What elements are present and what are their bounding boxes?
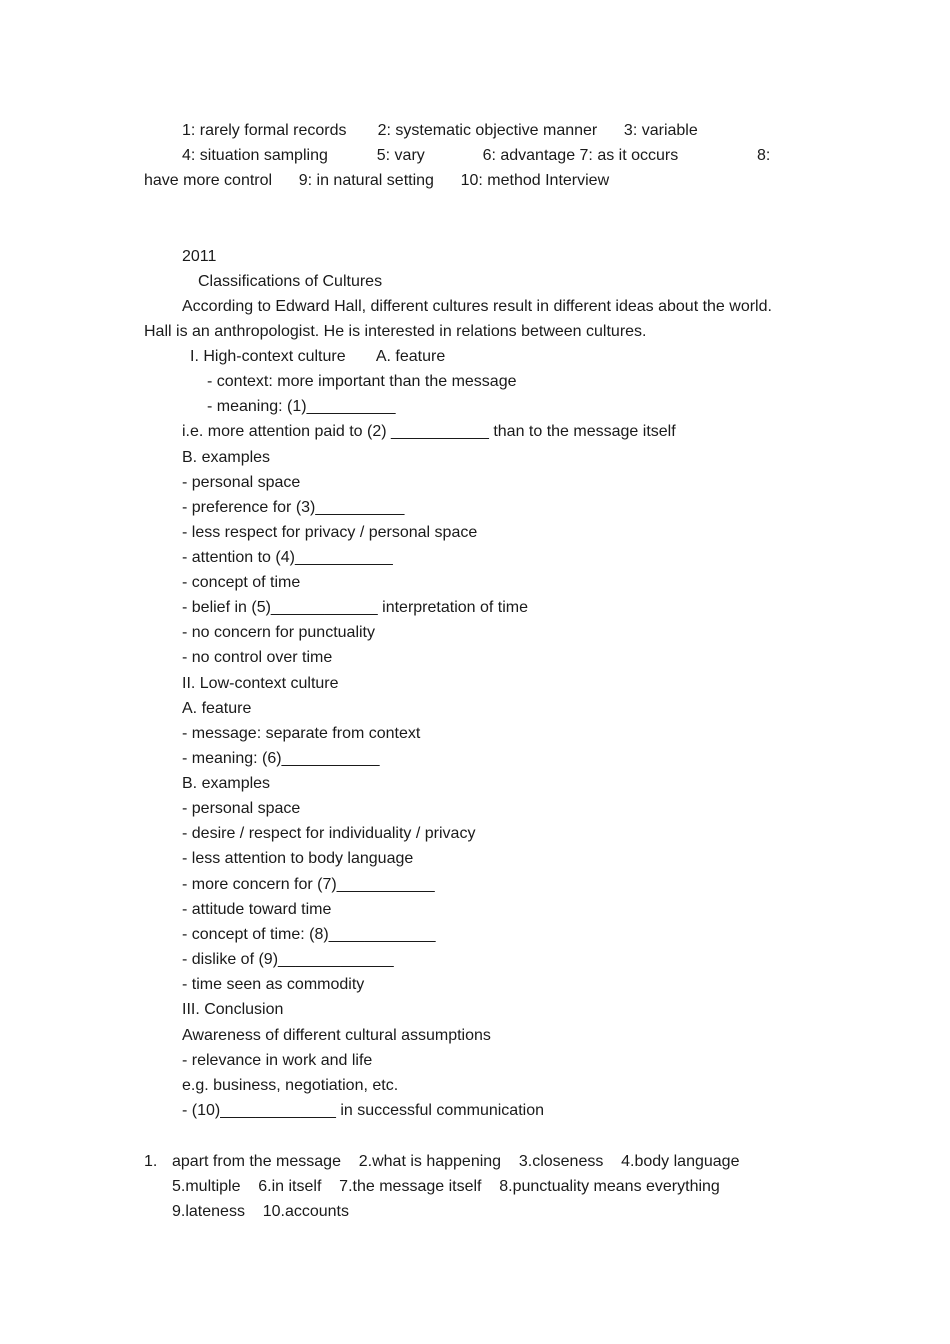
answers-bottom-line-2: 5.multiple 6.in itself 7.the message itself 8.punctuality means everything bbox=[172, 1178, 720, 1195]
answers-top-line-1: 1: rarely formal records 2: systematic objective manner 3: variable bbox=[182, 122, 698, 139]
outline-line: - attention to (4)___________ bbox=[182, 549, 393, 566]
outline-line: - relevance in work and life bbox=[182, 1052, 373, 1069]
answers-bottom-line-1: apart from the message 2.what is happening 3.closeness 4.body language bbox=[172, 1153, 740, 1170]
answers-bottom-number: 1. bbox=[144, 1153, 158, 1170]
intro-line-2: Hall is an anthropologist. He is interested in relations between cultures. bbox=[144, 323, 647, 340]
outline-line: - more concern for (7)___________ bbox=[182, 876, 435, 893]
outline-line: - preference for (3)__________ bbox=[182, 499, 405, 516]
outline-line: Awareness of different cultural assumptions bbox=[182, 1027, 491, 1044]
outline-line: - less respect for privacy / personal space bbox=[182, 524, 478, 541]
outline-line: - time seen as commodity bbox=[182, 976, 365, 993]
outline-line: - message: separate from context bbox=[182, 725, 421, 742]
outline-line: - no control over time bbox=[182, 649, 333, 666]
outline-line: - no concern for punctuality bbox=[182, 624, 375, 641]
answers-top-line-2: 4: situation sampling 5: vary 6: advantage 7: as it occurs bbox=[182, 147, 679, 164]
outline-line: - desire / respect for individuality / privacy bbox=[182, 825, 476, 842]
section-title: Classifications of Cultures bbox=[198, 273, 383, 290]
outline-line: - attitude toward time bbox=[182, 901, 332, 918]
outline-line: e.g. business, negotiation, etc. bbox=[182, 1077, 399, 1094]
outline-line: B. examples bbox=[182, 775, 271, 792]
answers-top-line-3: have more control 9: in natural setting 10: method Interview bbox=[144, 172, 610, 189]
outline-line: - personal space bbox=[182, 800, 301, 817]
outline-line: - meaning: (1)__________ bbox=[207, 398, 396, 415]
outline-line: - meaning: (6)___________ bbox=[182, 750, 380, 767]
outline-line: I. High-context culture A. feature bbox=[190, 348, 446, 365]
outline-line: - concept of time: (8)____________ bbox=[182, 926, 436, 943]
outline-line: - personal space bbox=[182, 474, 301, 491]
outline-line: II. Low-context culture bbox=[182, 675, 339, 692]
outline-line: - context: more important than the message bbox=[207, 373, 517, 390]
section-year: 2011 bbox=[182, 248, 217, 265]
outline-line: B. examples bbox=[182, 449, 271, 466]
outline-line: i.e. more attention paid to (2) ___________ than to the message itself bbox=[182, 423, 676, 440]
outline-line: - concept of time bbox=[182, 574, 301, 591]
outline-line: - belief in (5)____________ interpretation of time bbox=[182, 599, 528, 616]
outline-line: - dislike of (9)_____________ bbox=[182, 951, 394, 968]
outline-line: - less attention to body language bbox=[182, 850, 414, 867]
intro-line-1: According to Edward Hall, different cultures result in different ideas about the world. bbox=[182, 298, 772, 315]
answers-bottom-line-3: 9.lateness 10.accounts bbox=[172, 1203, 349, 1220]
outline-line: - (10)_____________ in successful communication bbox=[182, 1102, 544, 1119]
answers-top-line-2-end: 8: bbox=[757, 147, 771, 164]
outline-line: A. feature bbox=[182, 700, 252, 717]
outline-line: III. Conclusion bbox=[182, 1001, 284, 1018]
